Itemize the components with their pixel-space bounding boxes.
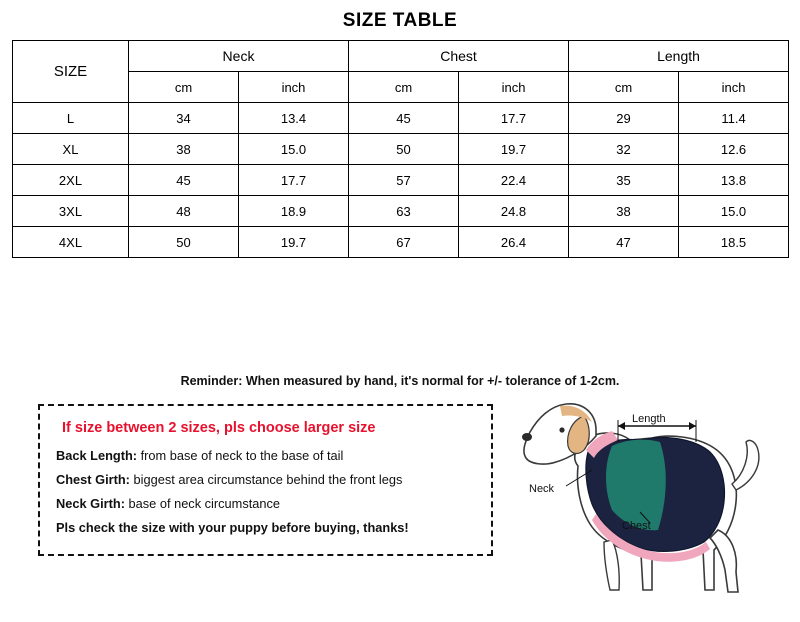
cell-neck-cm: 45 [129, 165, 239, 196]
header-unit-chest-cm: cm [349, 72, 459, 103]
header-group-chest: Chest [349, 41, 569, 72]
note-label-back-length: Back Length: [56, 448, 138, 463]
cell-length-inch: 13.8 [679, 165, 789, 196]
cell-neck-cm: 50 [129, 227, 239, 258]
cell-length-inch: 12.6 [679, 134, 789, 165]
size-table-section [12, 6, 788, 258]
dog-eye [559, 427, 564, 432]
cell-neck-inch: 17.7 [239, 165, 349, 196]
cell-neck-inch: 19.7 [239, 227, 349, 258]
length-arrow-right [689, 422, 696, 430]
table-row [13, 134, 789, 165]
cell-chest-inch: 19.7 [459, 134, 569, 165]
table-row [13, 103, 789, 134]
header-unit-length-cm: cm [569, 72, 679, 103]
cell-chest-cm: 67 [349, 227, 459, 258]
note-label-chest-girth: Chest Girth: [56, 471, 130, 487]
cell-neck-inch: 15.0 [239, 134, 349, 165]
cell-size: 3XL [13, 196, 129, 227]
cell-size: 4XL [13, 227, 129, 258]
label-neck: Neck [529, 483, 555, 495]
cell-length-cm: 38 [569, 196, 679, 227]
reminder-text: Reminder: When measured by hand, it's normal for +/- tolerance of 1-2cm. [180, 374, 620, 388]
table-header-units [13, 72, 789, 103]
cell-length-cm: 47 [569, 227, 679, 258]
note-headline: If size between 2 sizes, pls choose larger size [62, 420, 376, 436]
cell-length-cm: 35 [569, 165, 679, 196]
label-chest: Chest [622, 520, 651, 532]
cell-length-inch: 11.4 [679, 103, 789, 134]
note-text-neck-girth: base of neck circumstance [124, 495, 281, 511]
table-row [13, 196, 789, 227]
size-table [12, 40, 789, 258]
header-unit-neck-inch: inch [239, 72, 349, 103]
header-unit-chest-inch: inch [459, 72, 569, 103]
cell-chest-inch: 22.4 [459, 165, 569, 196]
note-text-back-length: from base of neck to the base of tail [137, 448, 344, 463]
page-title: SIZE TABLE [342, 10, 458, 31]
cell-size: 2XL [13, 165, 129, 196]
cell-length-inch: 18.5 [679, 227, 789, 258]
cell-neck-cm: 48 [129, 196, 239, 227]
length-arrow-left [618, 422, 625, 430]
cell-chest-cm: 45 [349, 103, 459, 134]
cell-neck-cm: 38 [129, 134, 239, 165]
header-group-length: Length [569, 41, 789, 72]
cell-chest-cm: 50 [349, 134, 459, 165]
cell-length-cm: 29 [569, 103, 679, 134]
table-row [13, 165, 789, 196]
cell-chest-inch: 24.8 [459, 196, 569, 227]
header-size: SIZE [13, 41, 129, 103]
cell-length-cm: 32 [569, 134, 679, 165]
header-group-neck: Neck [129, 41, 349, 72]
cell-neck-cm: 34 [129, 103, 239, 134]
cell-chest-cm: 57 [349, 165, 459, 196]
note-box [38, 404, 493, 556]
note-line-chest-girth [56, 472, 479, 488]
cell-chest-inch: 17.7 [459, 103, 569, 134]
cell-chest-cm: 63 [349, 196, 459, 227]
cell-size: XL [13, 134, 129, 165]
cell-neck-inch: 13.4 [239, 103, 349, 134]
note-line-neck-girth [56, 496, 479, 512]
cell-chest-inch: 26.4 [459, 227, 569, 258]
dog-front-leg [604, 540, 619, 590]
dog-illustration [500, 390, 800, 617]
header-unit-neck-cm: cm [129, 72, 239, 103]
table-row [13, 227, 789, 258]
dog-nose [522, 433, 532, 441]
cell-length-inch: 15.0 [679, 196, 789, 227]
note-text-chest-girth: biggest area circumstance behind the front legs [129, 471, 403, 487]
label-length: Length [632, 413, 666, 425]
header-unit-length-inch: inch [679, 72, 789, 103]
cell-neck-inch: 18.9 [239, 196, 349, 227]
table-header-groups [13, 41, 789, 72]
note-closing: Pls check the size with your puppy before buying, thanks! [56, 519, 409, 535]
cell-size: L [13, 103, 129, 134]
note-line-back-length [56, 448, 479, 464]
dog-tail [732, 440, 759, 490]
note-label-neck-girth: Neck Girth: [56, 495, 125, 511]
